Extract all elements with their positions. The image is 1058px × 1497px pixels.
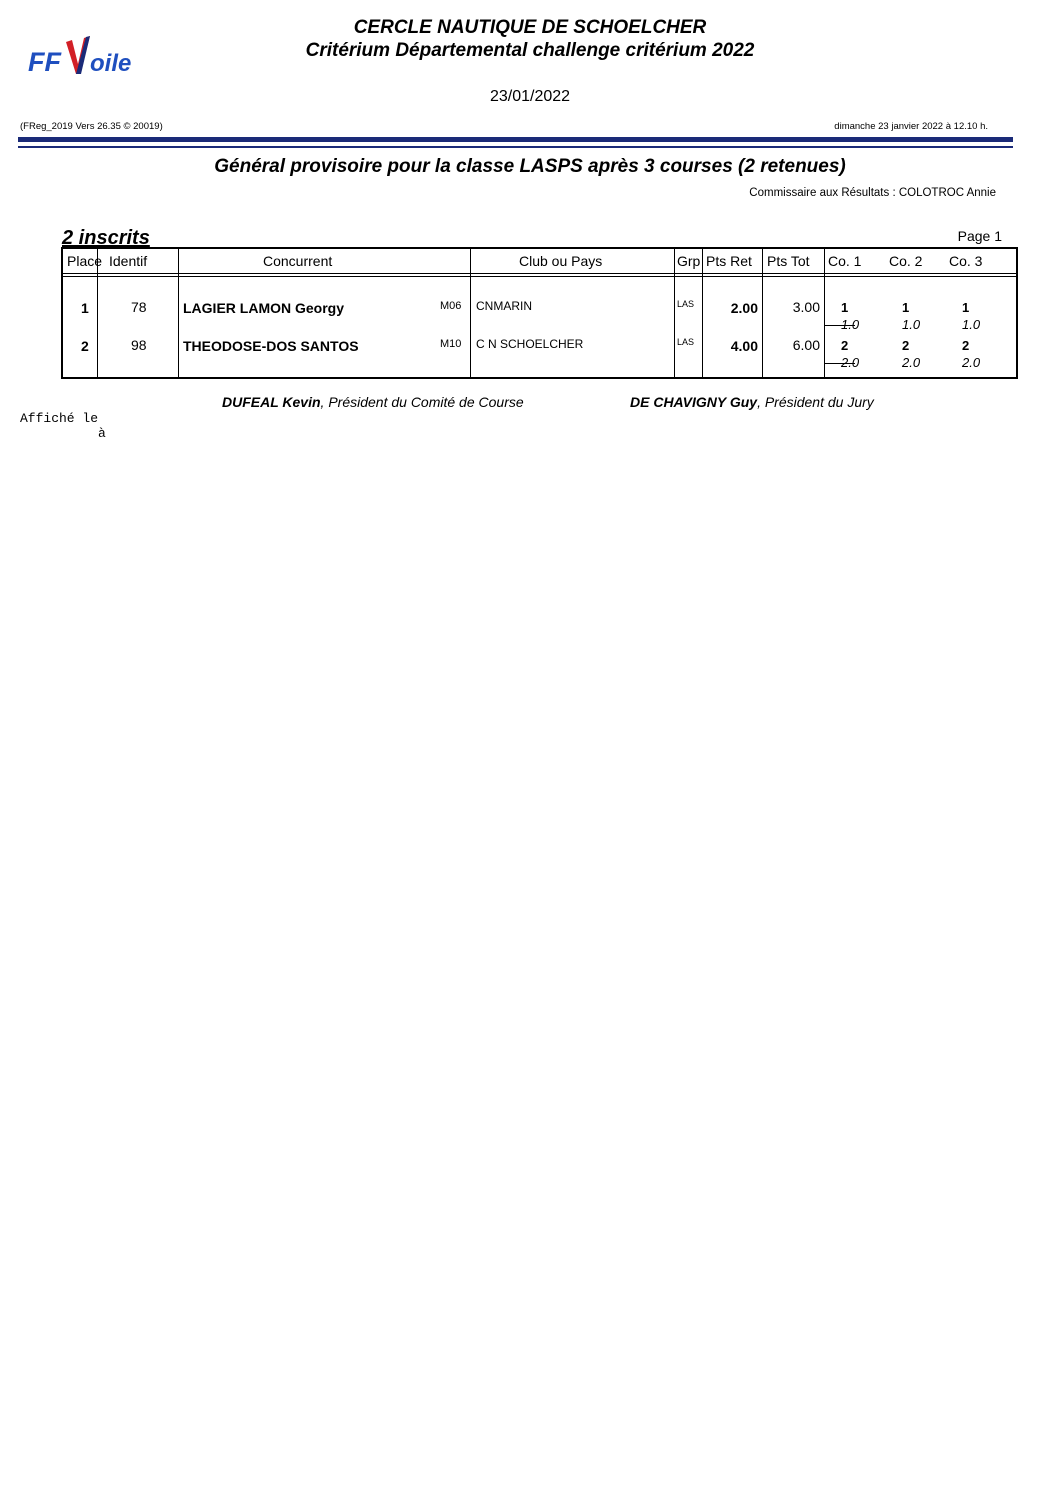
row1-co2-rank: 1 <box>902 300 910 315</box>
results-table <box>61 247 1018 379</box>
row2-pts-ret: 4.00 <box>730 338 758 354</box>
row1-co1-rank: 1 <box>841 300 849 315</box>
header-co1: Co. 1 <box>828 253 862 269</box>
row2-category: M10 <box>440 338 462 350</box>
event-title: Critérium Départemental challenge critérium 2022 <box>305 40 755 61</box>
col-divider <box>762 249 763 377</box>
row2-co1-strikeout <box>825 363 855 364</box>
entrants-count: 2 inscrits <box>62 227 150 249</box>
table-header-rule-2 <box>63 276 1016 277</box>
jury-president: DE CHAVIGNY Guy <box>630 394 758 410</box>
race-committee-president: DUFEAL Kevin <box>222 394 321 410</box>
row1-co3-rank: 1 <box>962 300 970 315</box>
header-rule-thick <box>18 137 1013 142</box>
header-co3: Co. 3 <box>949 253 983 269</box>
event-date: 23/01/2022 <box>489 88 571 105</box>
row2-co2-rank: 2 <box>902 338 910 353</box>
col-divider <box>178 249 179 377</box>
header-pts-ret: Pts Ret <box>706 253 752 269</box>
header-concurrent: Concurrent <box>263 253 333 269</box>
header-grp: Grp <box>677 253 701 269</box>
row1-grp: LAS <box>677 299 695 309</box>
row1-category: M06 <box>440 300 462 312</box>
header-pts-tot: Pts Tot <box>767 253 810 269</box>
results-officer: Commissaire aux Résultats : COLOTROC Annie <box>749 187 996 199</box>
row1-co2-points: 1.0 <box>902 317 921 332</box>
page-number: Page 1 <box>957 228 1002 244</box>
ffvoile-logo-graphic <box>28 34 158 82</box>
row1-co1-strikeout <box>825 325 855 326</box>
logo-oile-text: oile <box>90 50 132 77</box>
logo-ff-text: FF <box>28 47 61 77</box>
col-divider <box>674 249 675 377</box>
table-header-rule <box>63 273 1016 274</box>
col-divider <box>470 249 471 377</box>
row2-co1-points: 2.0 <box>841 355 860 370</box>
col-divider <box>824 249 825 377</box>
row2-co1-rank: 2 <box>841 338 849 353</box>
row2-name: THEODOSE-DOS SANTOS <box>183 338 359 354</box>
software-version: (FReg_2019 Vers 26.35 © 20019) <box>20 121 163 132</box>
header-rule-thin <box>18 146 1013 148</box>
row2-place: 2 <box>81 338 89 354</box>
jury-role: , Président du Jury <box>757 394 874 410</box>
row1-identif: 78 <box>131 299 147 315</box>
row1-club: CNMARIN <box>476 299 532 313</box>
jury-signature <box>630 394 874 410</box>
row1-name: LAGIER LAMON Georgy <box>183 300 345 316</box>
row2-club: C N SCHOELCHER <box>476 337 584 351</box>
ffvoile-logo <box>28 34 158 82</box>
col-divider <box>702 249 703 377</box>
race-committee-signature <box>222 394 524 410</box>
row1-co3-points: 1.0 <box>962 317 981 332</box>
posted-at-label: à <box>98 426 106 441</box>
ranking-title: Général provisoire pour la classe LASPS après 3 courses (2 retenues) <box>214 156 846 177</box>
header-co2: Co. 2 <box>889 253 923 269</box>
row1-co1-points: 1.0 <box>841 317 860 332</box>
header-identif: Identif <box>109 253 148 269</box>
posted-notice <box>20 411 106 441</box>
row2-grp: LAS <box>677 337 695 347</box>
print-timestamp: dimanche 23 janvier 2022 à 12.10 h. <box>834 121 988 132</box>
logo-sail-navy <box>76 36 90 74</box>
row2-co3-rank: 2 <box>962 338 970 353</box>
row2-co3-points: 2.0 <box>962 355 981 370</box>
race-committee-role: , Président du Comité de Course <box>320 394 524 410</box>
header-place: Place <box>67 253 103 269</box>
posted-on-label: Affiché le <box>20 411 99 426</box>
row1-pts-tot: 3.00 <box>792 299 820 315</box>
row2-co2-points: 2.0 <box>902 355 921 370</box>
row1-place: 1 <box>81 300 89 316</box>
row1-pts-ret: 2.00 <box>730 300 758 316</box>
club-title: CERCLE NAUTIQUE DE SCHOELCHER <box>353 17 707 38</box>
row2-identif: 98 <box>131 337 147 353</box>
header-club: Club ou Pays <box>519 253 603 269</box>
row2-pts-tot: 6.00 <box>792 337 820 353</box>
